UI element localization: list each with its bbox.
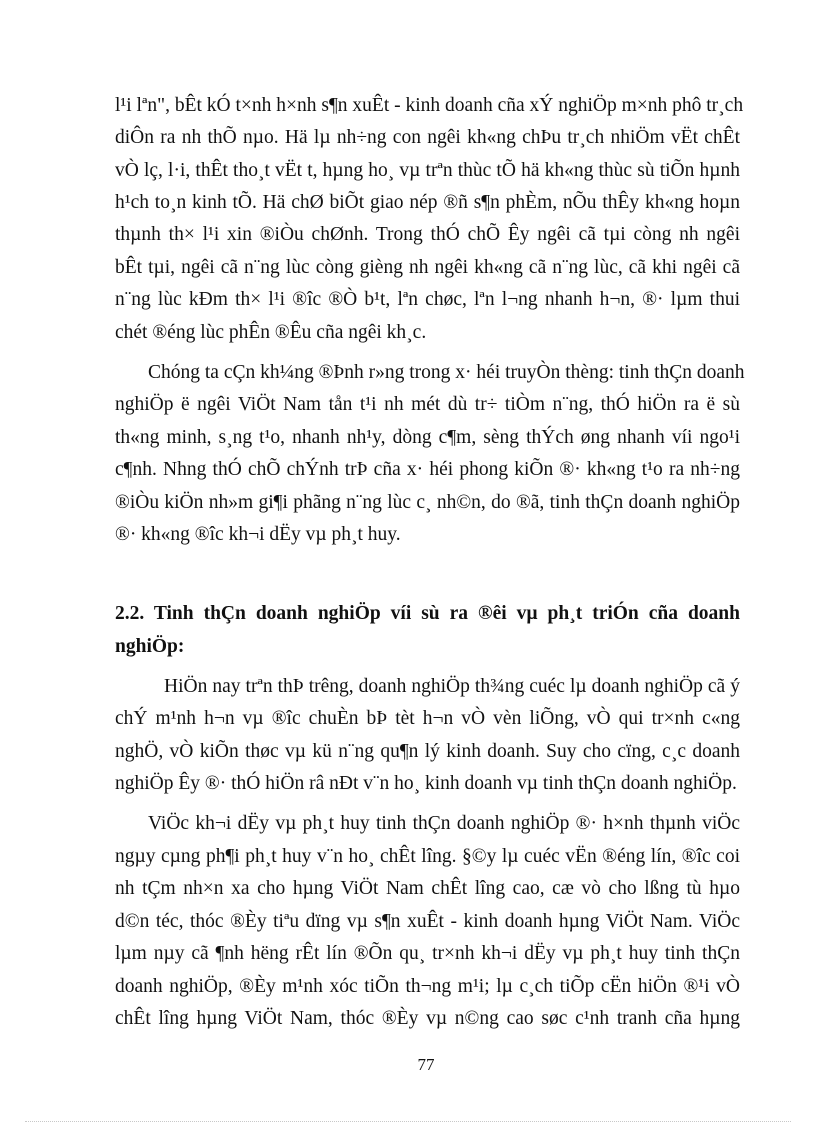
paragraph-1-line-8: chét ®éng lùc phÊn ®Êu cña ngêi kh¸c. — [115, 322, 427, 343]
paragraph-1-line-1: l¹i lªn", bÊt kÓ t×nh h×nh s¶n xuÊt - kinh doanh cña xÝ nghiÖp m×nh phô tr¸ch — [115, 95, 744, 116]
paragraph-4-line-1: ViÖc kh¬i dËy vµ ph¸t huy tinh thÇn doanh nghiÖp ®· h×nh thµnh viÖc — [148, 813, 740, 834]
paragraph-2-line-5: ®iÒu kiÖn nh»m gi¶i phãng n¨ng lùc c¸ nh©n, do ®ã, tinh thÇn doanh nghiÖp — [115, 492, 740, 513]
paragraph-4-line-3: nh tÇm nh×n xa cho hµng ViÖt Nam chÊt lîng cao, cæ vò cho lßng tù hµo — [115, 878, 740, 899]
footer-divider — [25, 1121, 791, 1122]
paragraph-4-line-4: d©n téc, thóc ®Èy tiªu dïng vµ s¶n xuÊt - kinh doanh hµng ViÖt Nam. ViÖc — [115, 911, 740, 932]
paragraph-1-line-7: n¨ng lùc kÐm th× l¹i ®îc ®Ò b¹t, lªn chøc, lªn l¬ng nhanh h¬n, ®· lµm thui — [115, 289, 740, 310]
paragraph-1-line-3: vÒ lç, l·i, thÊt tho¸t vËt t, hµng ho¸ vµ trªn thùc tÕ hä kh«ng thùc sù tiÕn hµnh — [115, 160, 740, 181]
paragraph-2-line-1: Chóng ta cÇn kh¼ng ®Þnh r»ng trong x· héi truyÒn thèng: tinh thÇn doanh — [148, 362, 745, 383]
paragraph-4-line-2: ngµy cµng ph¶i ph¸t huy v¨n ho¸ chÊt lîng. §©y lµ cuéc vËn ®éng lín, ®îc coi — [115, 846, 740, 867]
paragraph-3-line-1: HiÖn nay trªn thÞ trêng, doanh nghiÖp th¾ng cuéc lµ doanh nghiÖp cã ý — [164, 676, 740, 697]
paragraph-2-line-3: th«ng minh, s¸ng t¹o, nhanh nh¹y, dòng c¶m, sèng thÝch øng nhanh víi ngo¹i — [115, 427, 740, 448]
paragraph-4-line-6: doanh nghiÖp, ®Èy m¹nh xóc tiÕn th¬ng m¹i; lµ c¸ch tiÕp cËn hiÖn ®¹i vÒ — [115, 976, 740, 997]
paragraph-2-line-6: ®· kh«ng ®îc kh¬i dËy vµ ph¸t huy. — [115, 524, 401, 545]
paragraph-1-line-6: bÊt tµi, ngêi cã n¨ng lùc còng gièng nh ngêi kh«ng cã n¨ng lùc, cã khi ngêi cã — [115, 257, 740, 278]
section-heading-line-2: nghiÖp: — [115, 636, 185, 657]
paragraph-4-line-5: lµm nµy cã ¶nh hëng rÊt lín ®Õn qu¸ tr×nh kh¬i dËy vµ ph¸t huy tinh thÇn — [115, 943, 740, 964]
paragraph-3-line-2: chÝ m¹nh h¬n vµ ®îc chuÈn bÞ tèt h¬n vÒ vèn liÕng, vÒ qui tr×nh c«ng — [115, 708, 740, 729]
paragraph-4-line-7: chÊt lîng hµng ViÖt Nam, thóc ®Èy vµ n©ng cao søc c¹nh tranh cña hµng — [115, 1008, 740, 1029]
page-number: 77 — [417, 1055, 435, 1074]
paragraph-2-line-2: nghiÖp ë ngêi ViÖt Nam tån t¹i nh mét dù tr÷ tiÒm n¨ng, thÓ hiÖn ra ë sù — [115, 394, 740, 415]
paragraph-3-line-3: nghÖ, vÒ kiÕn thøc vµ kü n¨ng qu¶n lý kinh doanh. Suy cho cïng, c¸c doanh — [115, 741, 740, 762]
section-heading-line-1: 2.2. Tinh thÇn doanh nghiÖp víi sù ra ®êi vµ ph¸t triÓn cña doanh — [115, 603, 740, 624]
paragraph-1-line-2: diÔn ra nh thÕ nµo. Hä lµ nh÷ng con ngêi kh«ng chÞu tr¸ch nhiÖm vËt chÊt — [115, 127, 740, 148]
paragraph-1-line-4: h¹ch to¸n kinh tÕ. Hä chØ biÕt giao nép ®ñ s¶n phÈm, nÕu thÊy kh«ng hoµn — [115, 192, 740, 213]
paragraph-3-line-4: nghiÖp Êy ®· thÓ hiÖn râ nÐt v¨n ho¸ kinh doanh vµ tinh thÇn doanh nghiÖp. — [115, 773, 737, 794]
paragraph-1-line-5: thµnh th× l¹i xin ®iÒu chØnh. Trong thÓ chÕ Êy ngêi cã tµi còng nh ngêi — [115, 224, 740, 245]
paragraph-2-line-4: c¶nh. Nhng thÓ chÕ chÝnh trÞ cña x· héi phong kiÕn ®· kh«ng t¹o ra nh÷ng — [115, 459, 740, 480]
